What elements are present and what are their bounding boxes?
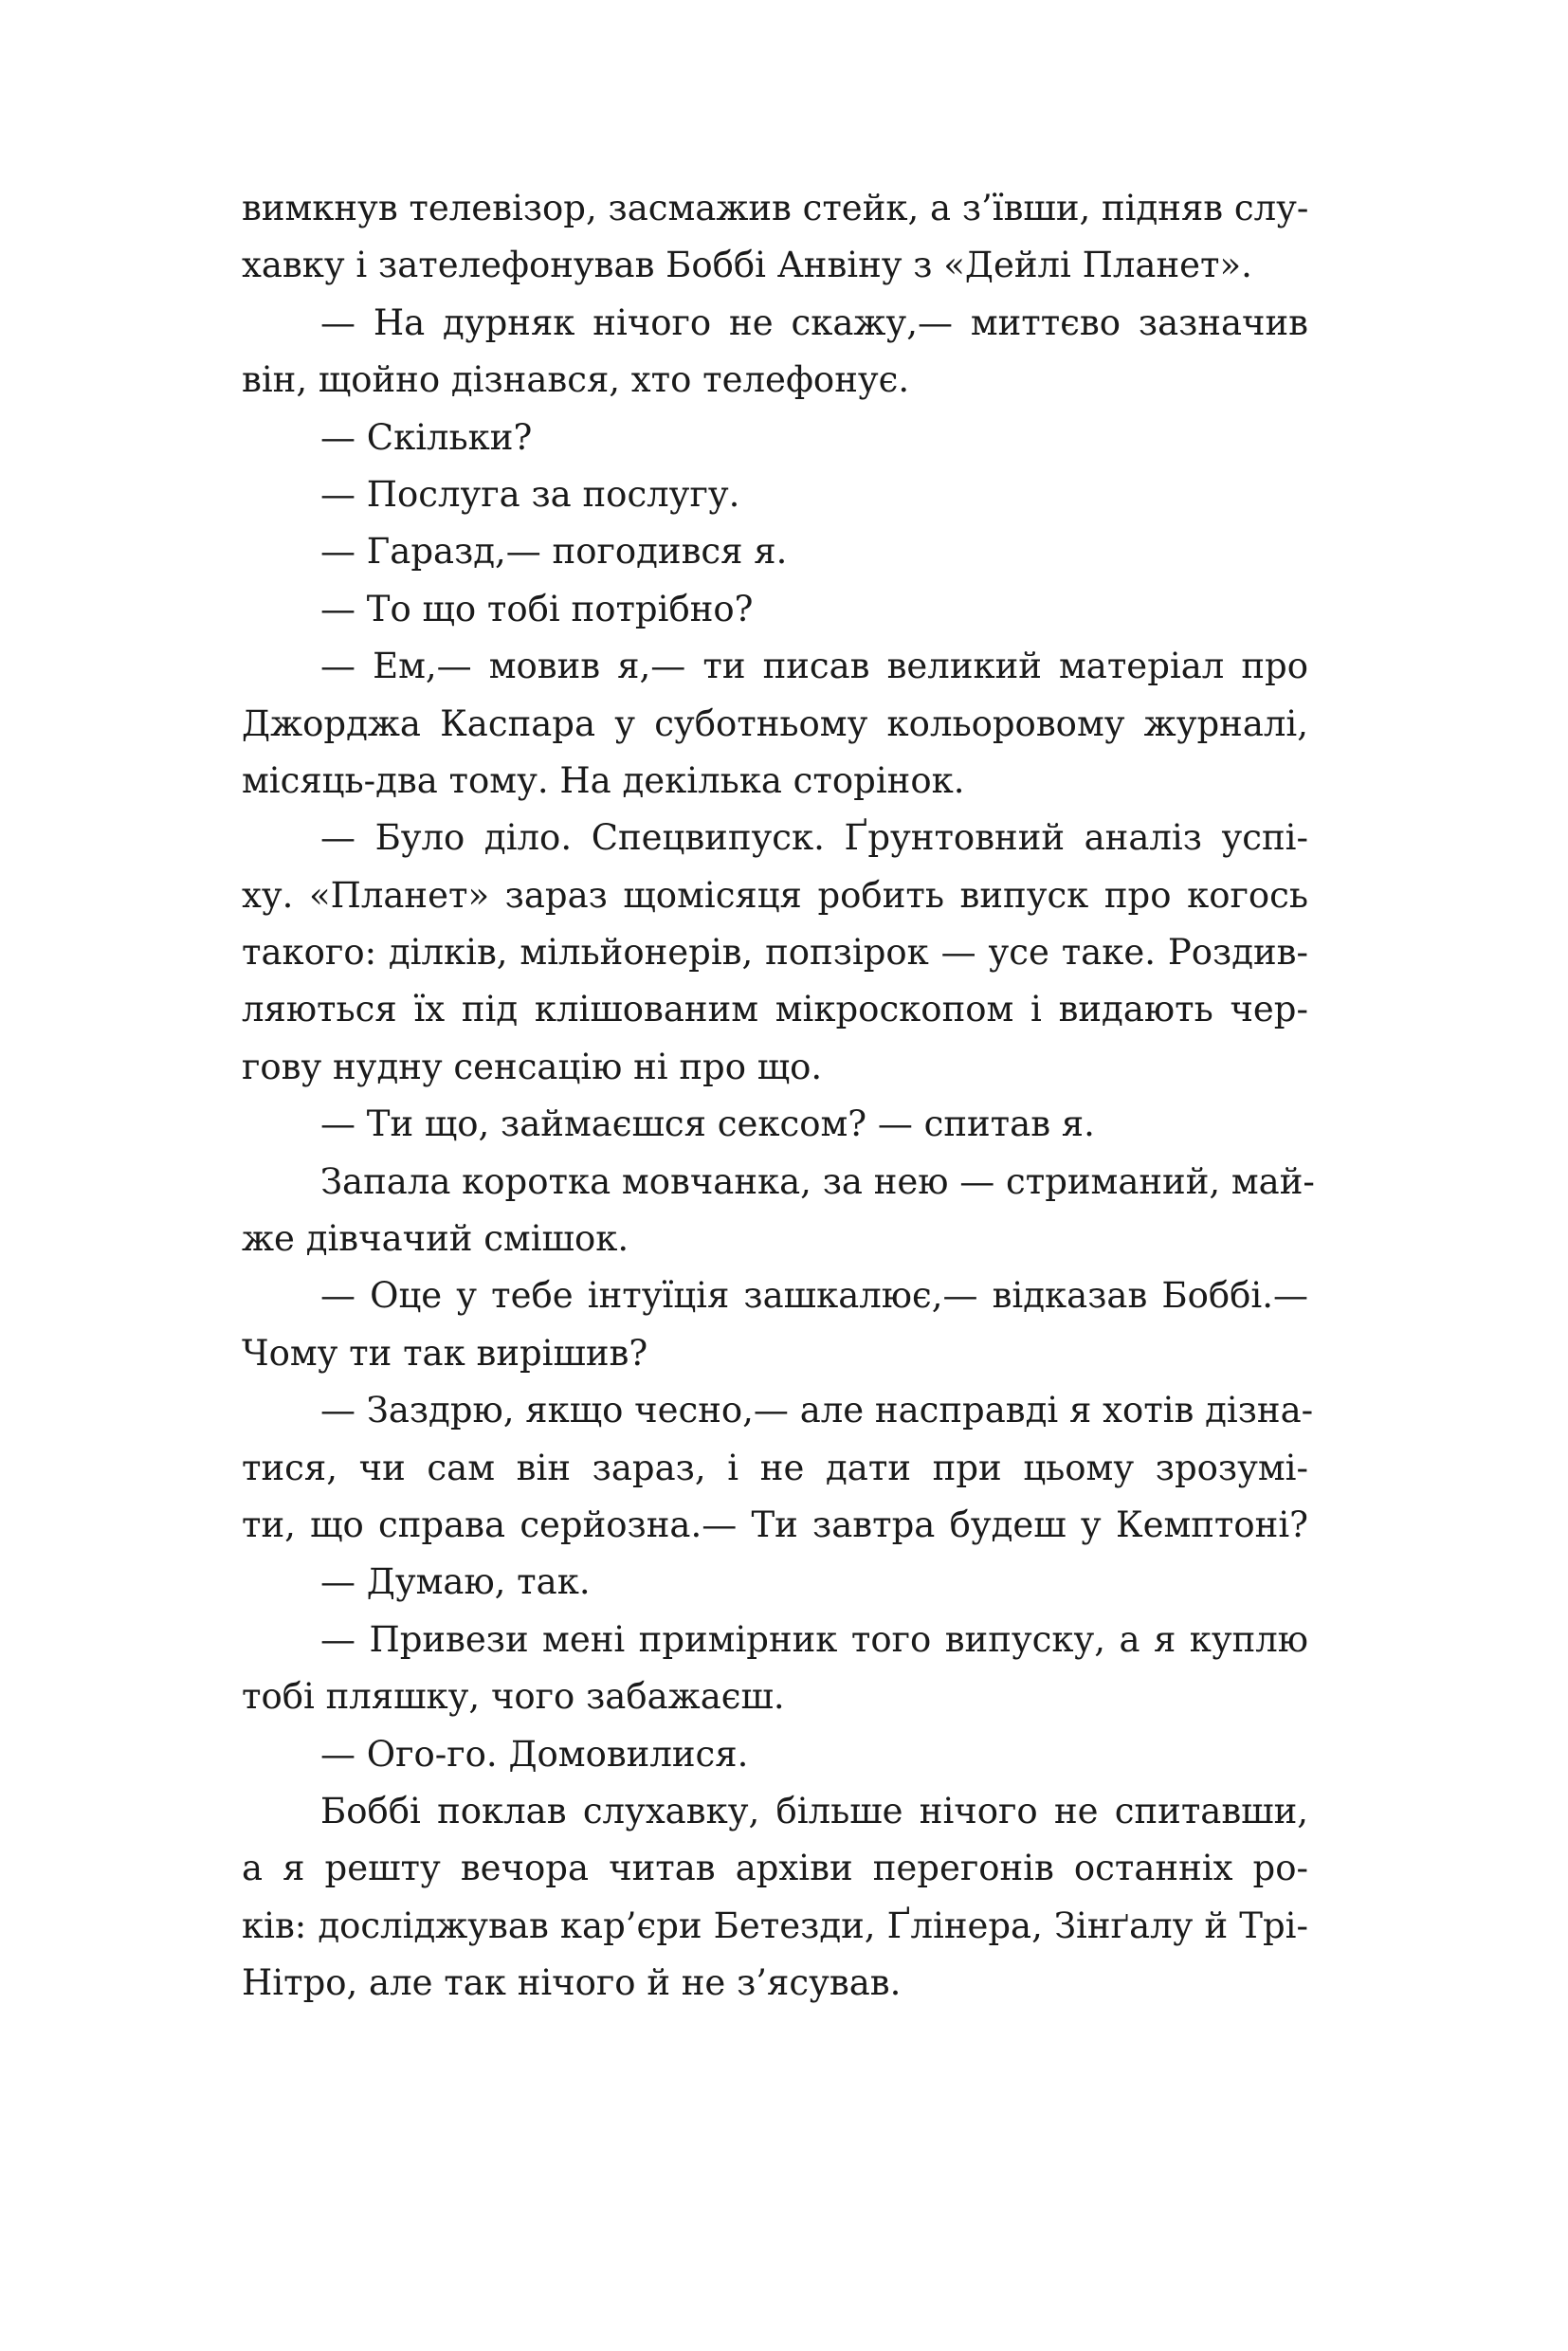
- text-line: — Оце у тебе інтуїція зашкалює,— відказав Боббі.—: [320, 1275, 1308, 1317]
- text-line: ків: досліджував кар’єри Бетезди, Ґлінера, Зінґалу й Трі-: [242, 1904, 1308, 1946]
- text-line: — На дурняк нічого не скажу,— миттєво зазначив: [320, 301, 1308, 343]
- text-line: же дівчачий смішок.: [242, 1218, 629, 1260]
- text-line: тися, чи сам він зараз, і не дати при цьому зрозумі-: [242, 1447, 1308, 1488]
- text-line: — Привези мені примірник того випуску, а я куплю: [320, 1618, 1308, 1660]
- page-body-text: [242, 180, 1315, 2013]
- text-line: Нітро, але так нічого й не з’ясував.: [242, 1962, 902, 2004]
- text-line: — Думаю, так.: [320, 1561, 591, 1603]
- text-line: ху. «Планет» зараз щомісяця робить випуск про когось: [242, 874, 1308, 916]
- text-line: — Послуга за послугу.: [320, 473, 740, 515]
- text-line: Запала коротка мовчанка, за нею — стриманий, май-: [320, 1160, 1315, 1202]
- text-line: тобі пляшку, чого забажаєш.: [242, 1676, 785, 1718]
- text-line: Чому ти так вирішив?: [242, 1332, 648, 1374]
- text-line: такого: ділків, мільйонерів, попзірок — усе таке. Роздив-: [242, 932, 1308, 974]
- text-line: — То що тобі потрібно?: [320, 588, 754, 629]
- text-line: — Гаразд,— погодився я.: [320, 531, 788, 573]
- text-line: він, щойно дізнався, хто телефонує.: [242, 359, 910, 401]
- text-line: — Було діло. Спецвипуск. Ґрунтовний аналіз успі-: [320, 817, 1308, 859]
- text-line: хавку і зателефонував Боббі Анвіну з «Дейлі Планет».: [242, 245, 1252, 286]
- text-line: вимкнув телевізор, засмажив стейк, а з’ївши, підняв слу-: [242, 188, 1309, 228]
- text-line: ляються їх під клішованим мікроскопом і видають чер-: [242, 989, 1308, 1030]
- text-line: місяць-два тому. На декілька сторінок.: [242, 759, 965, 801]
- text-line: Джорджа Каспара у суботньому кольоровому журналі,: [242, 702, 1308, 744]
- text-line: — Ем,— мовив я,— ти писав великий матеріал про: [320, 646, 1308, 687]
- text-line: — Ти що, займаєшся сексом? — спитав я.: [320, 1103, 1095, 1145]
- text-line: ти, що справа серйозна.— Ти завтра будеш у Кемптоні?: [242, 1504, 1308, 1545]
- text-line: — Скільки?: [320, 416, 533, 458]
- text-line: Боббі поклав слухавку, більше нічого не спитавши,: [320, 1790, 1308, 1832]
- text-line: — Заздрю, якщо чесно,— але насправді я хотів дізна-: [320, 1390, 1314, 1431]
- text-line: — Ого-го. Домовилися.: [320, 1733, 749, 1775]
- text-line: гову нудну сенсацію ні про що.: [242, 1046, 823, 1087]
- text-line: а я решту вечора читав архіви перегонів останніх ро-: [242, 1848, 1308, 1889]
